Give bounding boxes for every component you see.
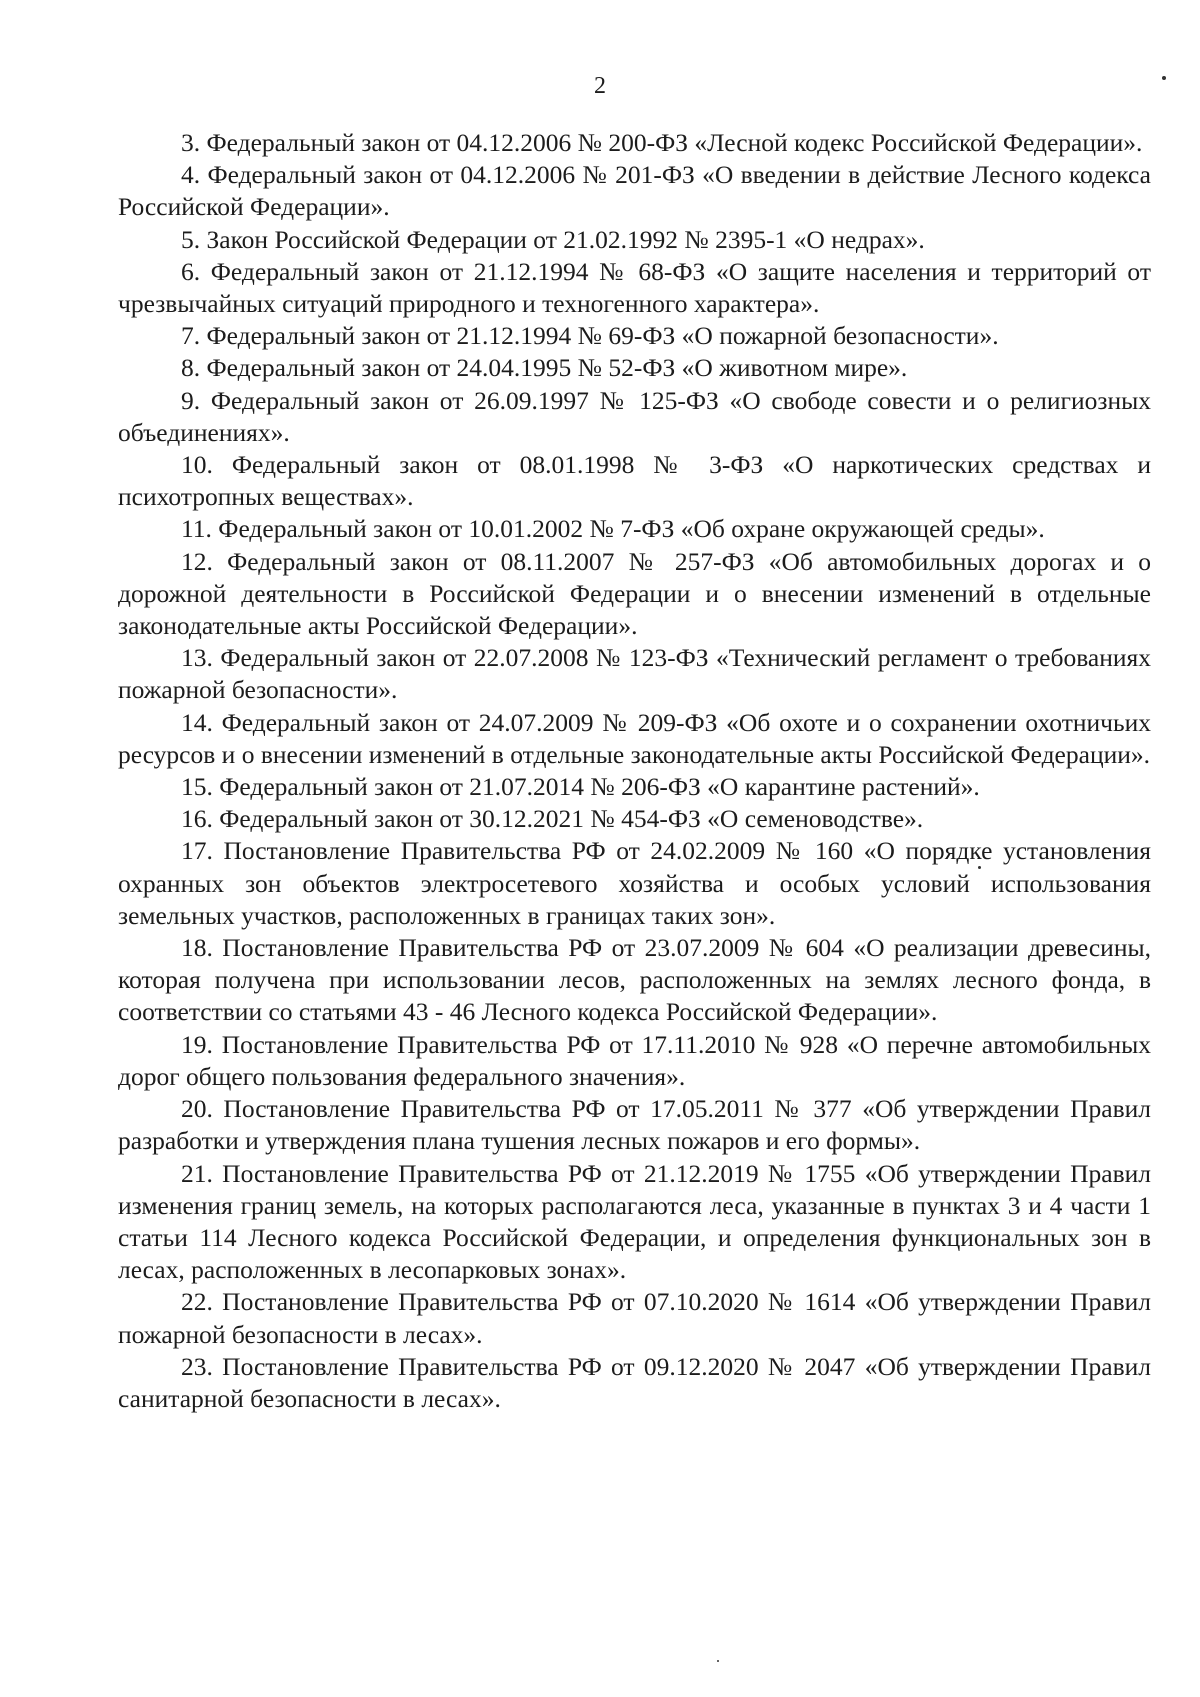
list-item: 4. Федеральный закон от 04.12.2006 № 201-ФЗ «О введении в действие Лесного кодекса Российской Федерации». [118, 160, 1151, 222]
legal-acts-list [118, 127, 1151, 1415]
list-item: 8. Федеральный закон от 24.04.1995 № 52-ФЗ «О животном мире». [181, 353, 908, 383]
page-number: 2 [594, 73, 606, 99]
list-item: 11. Федеральный закон от 10.01.2002 № 7-ФЗ «Об охране окружающей среды». [181, 514, 1045, 544]
list-item: 18. Постановление Правительства РФ от 23.07.2009 № 604 «О реализации древесины, которая получена при использовании лесов, расположенных на землях лесного фонда, в соответствии со статьями 43 - 46 Лесного кодекса Российской Федерации». [118, 933, 1151, 1027]
list-item: 3. Федеральный закон от 04.12.2006 № 200-ФЗ «Лесной кодекс Российской Федерации». [181, 128, 1143, 157]
list-item: 13. Федеральный закон от 22.07.2008 № 123-ФЗ «Технический регламент о требованиях пожарной безопасности». [118, 643, 1151, 705]
list-item: 22. Постановление Правительства РФ от 07.10.2020 № 1614 «Об утверждении Правил пожарной безопасности в лесах». [118, 1287, 1151, 1349]
list-item: 9. Федеральный закон от 26.09.1997 № 125-ФЗ «О свободе совести и о религиозных объединениях». [118, 385, 1151, 447]
list-item: 16. Федеральный закон от 30.12.2021 № 454-ФЗ «О семеноводстве». [181, 804, 924, 834]
list-item: 15. Федеральный закон от 21.07.2014 № 206-ФЗ «О карантине растений». [181, 772, 980, 802]
list-item: 14. Федеральный закон от 24.07.2009 № 209-ФЗ «Об охоте и о сохранении охотничьих ресурсов и о внесении изменений в отдельные законодательные акты Российской Федерации». [118, 707, 1151, 769]
scan-speck [978, 866, 981, 869]
list-item: 17. Постановление Правительства РФ от 24.02.2009 № 160 «О порядке установления охранных зон объектов электросетевого хозяйства и особых условий использования земельных участков, расположенных в границах таких зон». [118, 836, 1151, 930]
list-item: 6. Федеральный закон от 21.12.1994 № 68-ФЗ «О защите населения и территорий от чрезвычайных ситуаций природного и техногенного характера». [118, 256, 1151, 319]
list-item: 7. Федеральный закон от 21.12.1994 № 69-ФЗ «О пожарной безопасности». [181, 321, 999, 351]
list-item: 12. Федеральный закон от 08.11.2007 № 257-ФЗ «Об автомобильных дорогах и о дорожной деятельности в Российской Федерации и о внесении изменений в отдельные законодательные акты Российской Федерации». [118, 546, 1151, 641]
list-item: 19. Постановление Правительства РФ от 17.11.2010 № 928 «О перечне автомобильных дорог общего пользования федерального значения». [118, 1029, 1151, 1091]
list-item: 20. Постановление Правительства РФ от 17.05.2011 № 377 «Об утверждении Правил разработки и утверждения плана тушения лесных пожаров и его формы». [118, 1094, 1151, 1156]
scan-speck [1162, 76, 1166, 80]
scan-speck [717, 1660, 719, 1662]
list-item: 5. Закон Российской Федерации от 21.02.1992 № 2395-1 «О недрах». [181, 224, 925, 254]
list-item: 10. Федеральный закон от 08.01.1998 № 3-ФЗ «О наркотических средствах и психотропных веществах». [118, 450, 1151, 512]
list-item: 23. Постановление Правительства РФ от 09.12.2020 № 2047 «Об утверждении Правил санитарной безопасности в лесах». [118, 1351, 1151, 1413]
list-item: 21. Постановление Правительства РФ от 21.12.2019 № 1755 «Об утверждении Правил изменения границ земель, на которых располагаются леса, указанные в пунктах 3 и 4 части 1 статьи 114 Лесного кодекса Российской Федерации, и определения функциональных зон в лесах, расположенных в лесопарковых зонах». [118, 1158, 1151, 1285]
